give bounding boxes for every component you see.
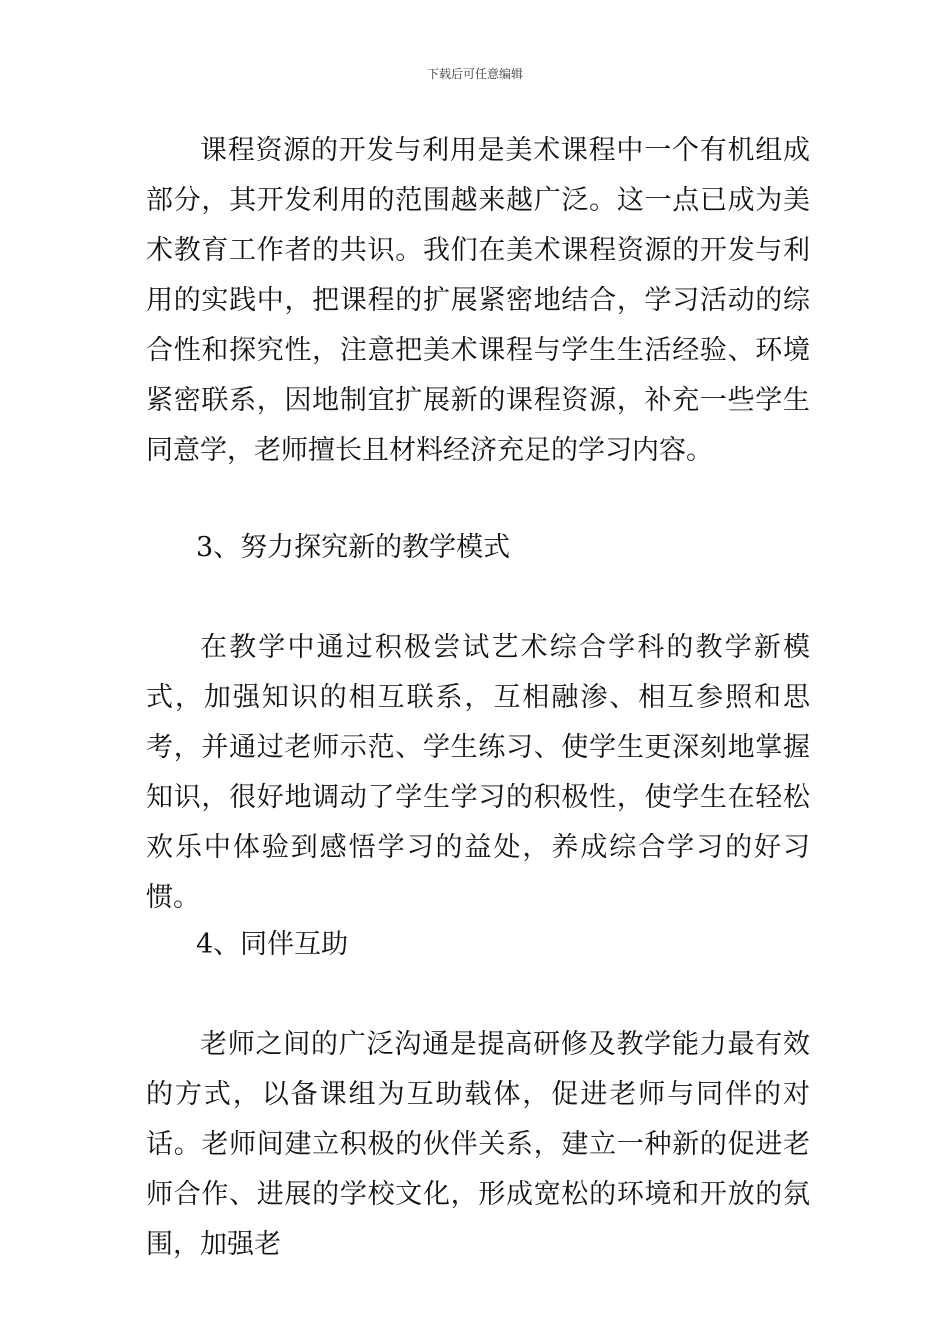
paragraph-peer-support: 老师之间的广泛沟通是提高研修及教学能力最有效的方式，以备课组为互助载体，促进老师与同伴的对话。老师间建立积极的伙伴关系，建立一种新的促进老师合作、进展的学校文化，形成宽松的环境和开放的氛围，加强老 (146, 1029, 810, 1260)
paragraph-course-resources: 课程资源的开发与利用是美术课程中一个有机组成部分，其开发利用的范围越来越广泛。这一点已成为美术教育工作者的共识。我们在美术课程资源的开发与利用的实践中，把课程的扩展紧密地结合，学习活动的综合性和探究性，注意把美术课程与学生生活经验、环境紧密联系，因地制宜扩展新的课程资源，补充一些学生同意学，老师擅长且材料经济充足的学习内容。 (146, 135, 810, 466)
header-note: 下载后可任意编辑 (426, 67, 523, 81)
paragraph-teaching-model: 在教学中通过积极尝试艺术综合学科的教学新模式，加强知识的相互联系，互相融渗、相互参照和思考，并通过老师示范、学生练习、使学生更深刻地掌握知识，很好地调动了学生学习的积极性，使学生在轻松欢乐中体验到感悟学习的益处，养成综合学习的好习惯。 (146, 632, 810, 913)
section-heading-4: 4、同伴互助 (196, 929, 349, 960)
section-heading-3: 3、努力探究新的教学模式 (196, 532, 511, 563)
